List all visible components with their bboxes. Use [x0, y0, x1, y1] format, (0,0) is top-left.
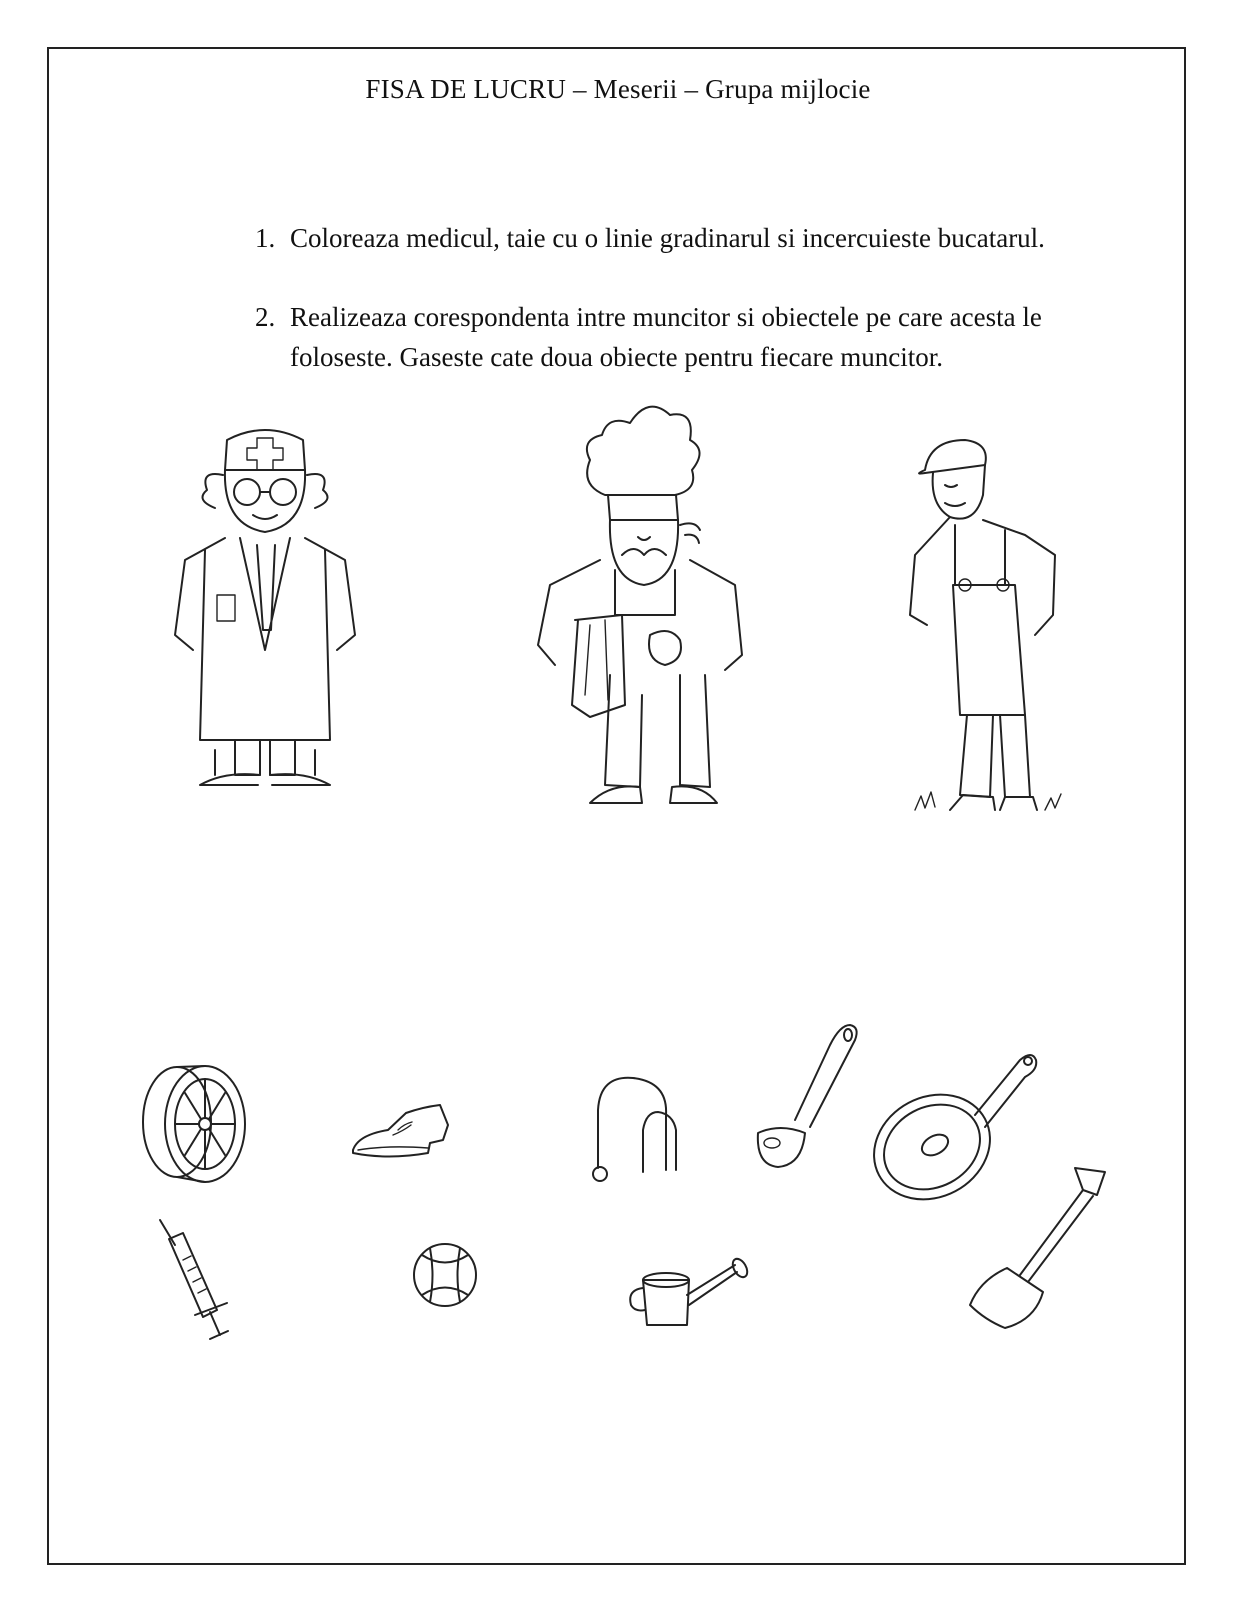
- ladle-icon[interactable]: [750, 1015, 870, 1175]
- doctor-icon[interactable]: [165, 420, 365, 800]
- task-2-text: Realizeaza corespondenta intre muncitor si obiectele pe care acesta le foloseste. Gaseste cate doua obiecte pentru fiecare muncitor.: [290, 302, 1042, 372]
- stethoscope-icon[interactable]: [588, 1070, 693, 1185]
- worksheet-title: FISA DE LUCRU – Meserii – Grupa mijlocie: [365, 74, 871, 104]
- syringe-icon[interactable]: [155, 1215, 245, 1345]
- ball-icon[interactable]: [410, 1240, 480, 1310]
- tire-icon[interactable]: [135, 1060, 250, 1190]
- chef-icon[interactable]: [530, 395, 755, 815]
- gardener-icon[interactable]: [905, 425, 1090, 825]
- task-1-number: 1.: [255, 223, 276, 253]
- task-2-number: 2.: [255, 302, 276, 332]
- shoe-icon[interactable]: [348, 1095, 458, 1165]
- task-1-text: Coloreaza medicul, taie cu o linie gradinarul si incercuieste bucatarul.: [290, 223, 1045, 253]
- shovel-icon[interactable]: [965, 1160, 1115, 1335]
- watering-can-icon[interactable]: [625, 1250, 755, 1335]
